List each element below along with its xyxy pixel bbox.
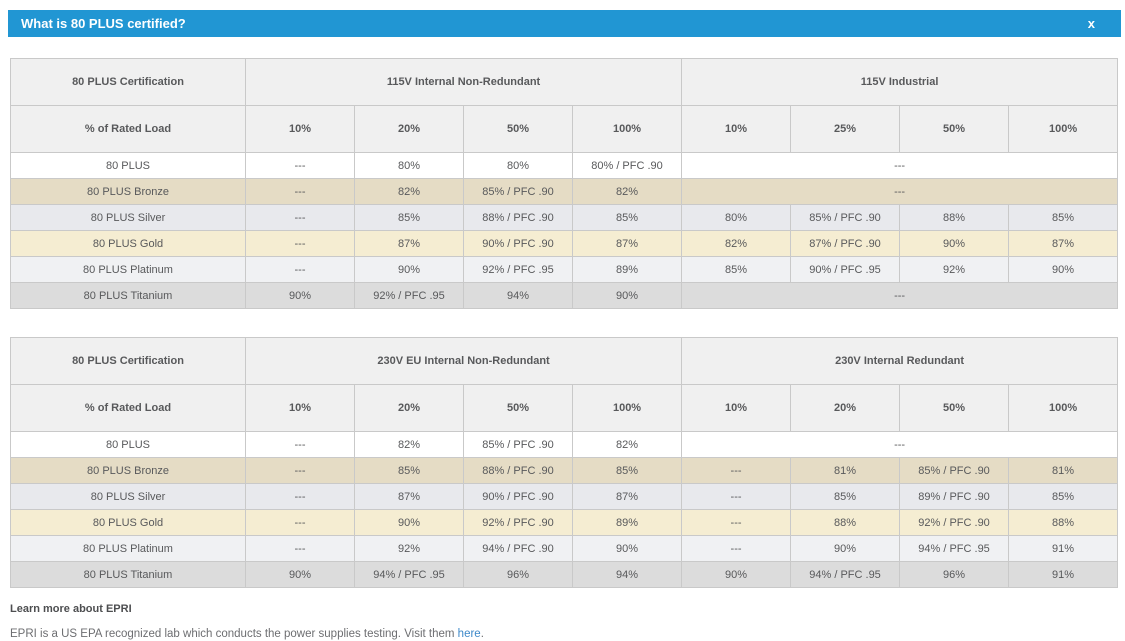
table-row xyxy=(11,432,1118,458)
efficiency-cell: --- xyxy=(682,536,791,562)
efficiency-cell: --- xyxy=(682,432,1118,458)
load-tick: 25% xyxy=(791,106,900,153)
close-button[interactable]: x xyxy=(1087,16,1095,31)
efficiency-cell: --- xyxy=(246,458,355,484)
efficiency-cell: 82% xyxy=(355,432,464,458)
efficiency-cell: 92% xyxy=(900,257,1009,283)
efficiency-cell: 94% / PFC .95 xyxy=(900,536,1009,562)
row-label-cell: 80 PLUS Gold xyxy=(11,510,246,536)
efficiency-cell: 82% xyxy=(573,179,682,205)
efficiency-cell: --- xyxy=(682,510,791,536)
efficiency-cell: --- xyxy=(682,283,1118,309)
load-tick: 20% xyxy=(355,385,464,432)
efficiency-cell: 85% / PFC .90 xyxy=(464,179,573,205)
row-label-cell: 80 PLUS Silver xyxy=(11,484,246,510)
efficiency-cell: 80% xyxy=(682,205,791,231)
efficiency-cell: --- xyxy=(246,231,355,257)
efficiency-cell: 92% / PFC .95 xyxy=(464,257,573,283)
table-row xyxy=(11,283,1118,309)
efficiency-cell: 90% xyxy=(900,231,1009,257)
efficiency-cell: 85% xyxy=(1009,484,1118,510)
efficiency-cell: 88% / PFC .90 xyxy=(464,458,573,484)
efficiency-cell: 80% / PFC .90 xyxy=(573,153,682,179)
load-tick: 10% xyxy=(246,385,355,432)
load-tick: 50% xyxy=(464,385,573,432)
row-label-cell: 80 PLUS Silver xyxy=(11,205,246,231)
load-tick: 100% xyxy=(573,106,682,153)
efficiency-cell: 90% xyxy=(682,562,791,588)
efficiency-cell: 90% xyxy=(573,283,682,309)
load-tick: 100% xyxy=(1009,106,1118,153)
group-header-row xyxy=(11,338,1118,385)
efficiency-cell: 94% xyxy=(464,283,573,309)
table-row xyxy=(11,510,1118,536)
load-header: % of Rated Load xyxy=(11,106,246,153)
table-row xyxy=(11,205,1118,231)
efficiency-cell: 82% xyxy=(682,231,791,257)
efficiency-cell: --- xyxy=(246,257,355,283)
table-row xyxy=(11,231,1118,257)
corner-header: 80 PLUS Certification xyxy=(11,338,246,385)
group-header: 230V Internal Redundant xyxy=(682,338,1118,385)
load-tick: 20% xyxy=(355,106,464,153)
efficiency-cell: --- xyxy=(246,510,355,536)
certification-table-230v xyxy=(10,337,1118,588)
load-tick: 10% xyxy=(246,106,355,153)
here-link[interactable]: here xyxy=(457,628,481,640)
efficiency-cell: 90% xyxy=(246,283,355,309)
footer-note xyxy=(10,628,484,640)
row-label-cell: 80 PLUS Bronze xyxy=(11,179,246,205)
load-header-row xyxy=(11,385,1118,432)
group-header-row xyxy=(11,59,1118,106)
table-row xyxy=(11,484,1118,510)
efficiency-cell: 82% xyxy=(355,179,464,205)
efficiency-cell: 96% xyxy=(464,562,573,588)
efficiency-cell: --- xyxy=(246,153,355,179)
row-label-cell: 80 PLUS Bronze xyxy=(11,458,246,484)
table-row xyxy=(11,562,1118,588)
row-label-cell: 80 PLUS Platinum xyxy=(11,257,246,283)
efficiency-cell: --- xyxy=(246,484,355,510)
efficiency-cell: 94% / PFC .95 xyxy=(791,562,900,588)
efficiency-cell: --- xyxy=(682,458,791,484)
load-header-row xyxy=(11,106,1118,153)
row-label-cell: 80 PLUS Titanium xyxy=(11,283,246,309)
efficiency-cell: 90% / PFC .95 xyxy=(791,257,900,283)
efficiency-cell: 87% xyxy=(355,231,464,257)
efficiency-cell: 90% xyxy=(355,510,464,536)
row-label-cell: 80 PLUS xyxy=(11,432,246,458)
efficiency-cell: 96% xyxy=(900,562,1009,588)
load-tick: 50% xyxy=(900,385,1009,432)
certification-table-115v xyxy=(10,58,1118,309)
efficiency-cell: 94% / PFC .90 xyxy=(464,536,573,562)
efficiency-cell: 85% xyxy=(573,458,682,484)
efficiency-cell: 91% xyxy=(1009,536,1118,562)
table-row xyxy=(11,179,1118,205)
efficiency-cell: 80% xyxy=(355,153,464,179)
row-label-cell: 80 PLUS Gold xyxy=(11,231,246,257)
efficiency-cell: 87% / PFC .90 xyxy=(791,231,900,257)
efficiency-cell: 89% xyxy=(573,257,682,283)
efficiency-cell: 88% xyxy=(1009,510,1118,536)
efficiency-cell: 85% xyxy=(355,205,464,231)
efficiency-cell: 85% xyxy=(791,484,900,510)
efficiency-cell: 90% xyxy=(791,536,900,562)
footer-note-text: EPRI is a US EPA recognized lab which conducts the power supplies testing. Visit them xyxy=(10,628,458,640)
efficiency-cell: 85% xyxy=(355,458,464,484)
efficiency-cell: 85% / PFC .90 xyxy=(791,205,900,231)
efficiency-cell: 85% xyxy=(682,257,791,283)
row-label-cell: 80 PLUS xyxy=(11,153,246,179)
footer-heading: Learn more about EPRI xyxy=(10,603,132,615)
efficiency-cell: 87% xyxy=(573,484,682,510)
efficiency-cell: 82% xyxy=(573,432,682,458)
table-row xyxy=(11,153,1118,179)
efficiency-cell: --- xyxy=(246,432,355,458)
efficiency-cell: 85% xyxy=(1009,205,1118,231)
efficiency-cell: 92% / PFC .90 xyxy=(464,510,573,536)
efficiency-cell: 90% xyxy=(573,536,682,562)
efficiency-cell: 85% xyxy=(573,205,682,231)
corner-header: 80 PLUS Certification xyxy=(11,59,246,106)
efficiency-cell: --- xyxy=(246,179,355,205)
group-header: 115V Internal Non-Redundant xyxy=(246,59,682,106)
modal-titlebar xyxy=(8,10,1121,37)
load-header: % of Rated Load xyxy=(11,385,246,432)
efficiency-cell: 80% xyxy=(464,153,573,179)
efficiency-cell: 90% xyxy=(355,257,464,283)
efficiency-cell: 87% xyxy=(355,484,464,510)
modal-title: What is 80 PLUS certified? xyxy=(21,16,186,31)
efficiency-cell: 89% xyxy=(573,510,682,536)
efficiency-cell: 88% xyxy=(900,205,1009,231)
load-tick: 50% xyxy=(900,106,1009,153)
efficiency-cell: 92% xyxy=(355,536,464,562)
efficiency-cell: 81% xyxy=(791,458,900,484)
efficiency-cell: 91% xyxy=(1009,562,1118,588)
load-tick: 100% xyxy=(1009,385,1118,432)
table-row xyxy=(11,257,1118,283)
load-tick: 10% xyxy=(682,385,791,432)
efficiency-cell: 85% / PFC .90 xyxy=(900,458,1009,484)
efficiency-cell: 87% xyxy=(1009,231,1118,257)
table-row xyxy=(11,536,1118,562)
footer-note-period: . xyxy=(480,628,484,640)
efficiency-cell: --- xyxy=(682,179,1118,205)
load-tick: 20% xyxy=(791,385,900,432)
efficiency-cell: 88% xyxy=(791,510,900,536)
efficiency-cell: --- xyxy=(246,536,355,562)
efficiency-cell: 89% / PFC .90 xyxy=(900,484,1009,510)
efficiency-cell: --- xyxy=(682,484,791,510)
efficiency-cell: 92% / PFC .90 xyxy=(900,510,1009,536)
load-tick: 10% xyxy=(682,106,791,153)
row-label-cell: 80 PLUS Platinum xyxy=(11,536,246,562)
efficiency-cell: 85% / PFC .90 xyxy=(464,432,573,458)
table-row xyxy=(11,458,1118,484)
efficiency-cell: 88% / PFC .90 xyxy=(464,205,573,231)
efficiency-cell: 90% / PFC .90 xyxy=(464,484,573,510)
efficiency-cell: 94% xyxy=(573,562,682,588)
efficiency-cell: 94% / PFC .95 xyxy=(355,562,464,588)
efficiency-cell: 90% xyxy=(1009,257,1118,283)
load-tick: 100% xyxy=(573,385,682,432)
efficiency-cell: 87% xyxy=(573,231,682,257)
efficiency-cell: 92% / PFC .95 xyxy=(355,283,464,309)
group-header: 230V EU Internal Non-Redundant xyxy=(246,338,682,385)
efficiency-cell: 81% xyxy=(1009,458,1118,484)
efficiency-cell: 90% / PFC .90 xyxy=(464,231,573,257)
row-label-cell: 80 PLUS Titanium xyxy=(11,562,246,588)
load-tick: 50% xyxy=(464,106,573,153)
efficiency-cell: --- xyxy=(682,153,1118,179)
group-header: 115V Industrial xyxy=(682,59,1118,106)
efficiency-cell: 90% xyxy=(246,562,355,588)
efficiency-cell: --- xyxy=(246,205,355,231)
